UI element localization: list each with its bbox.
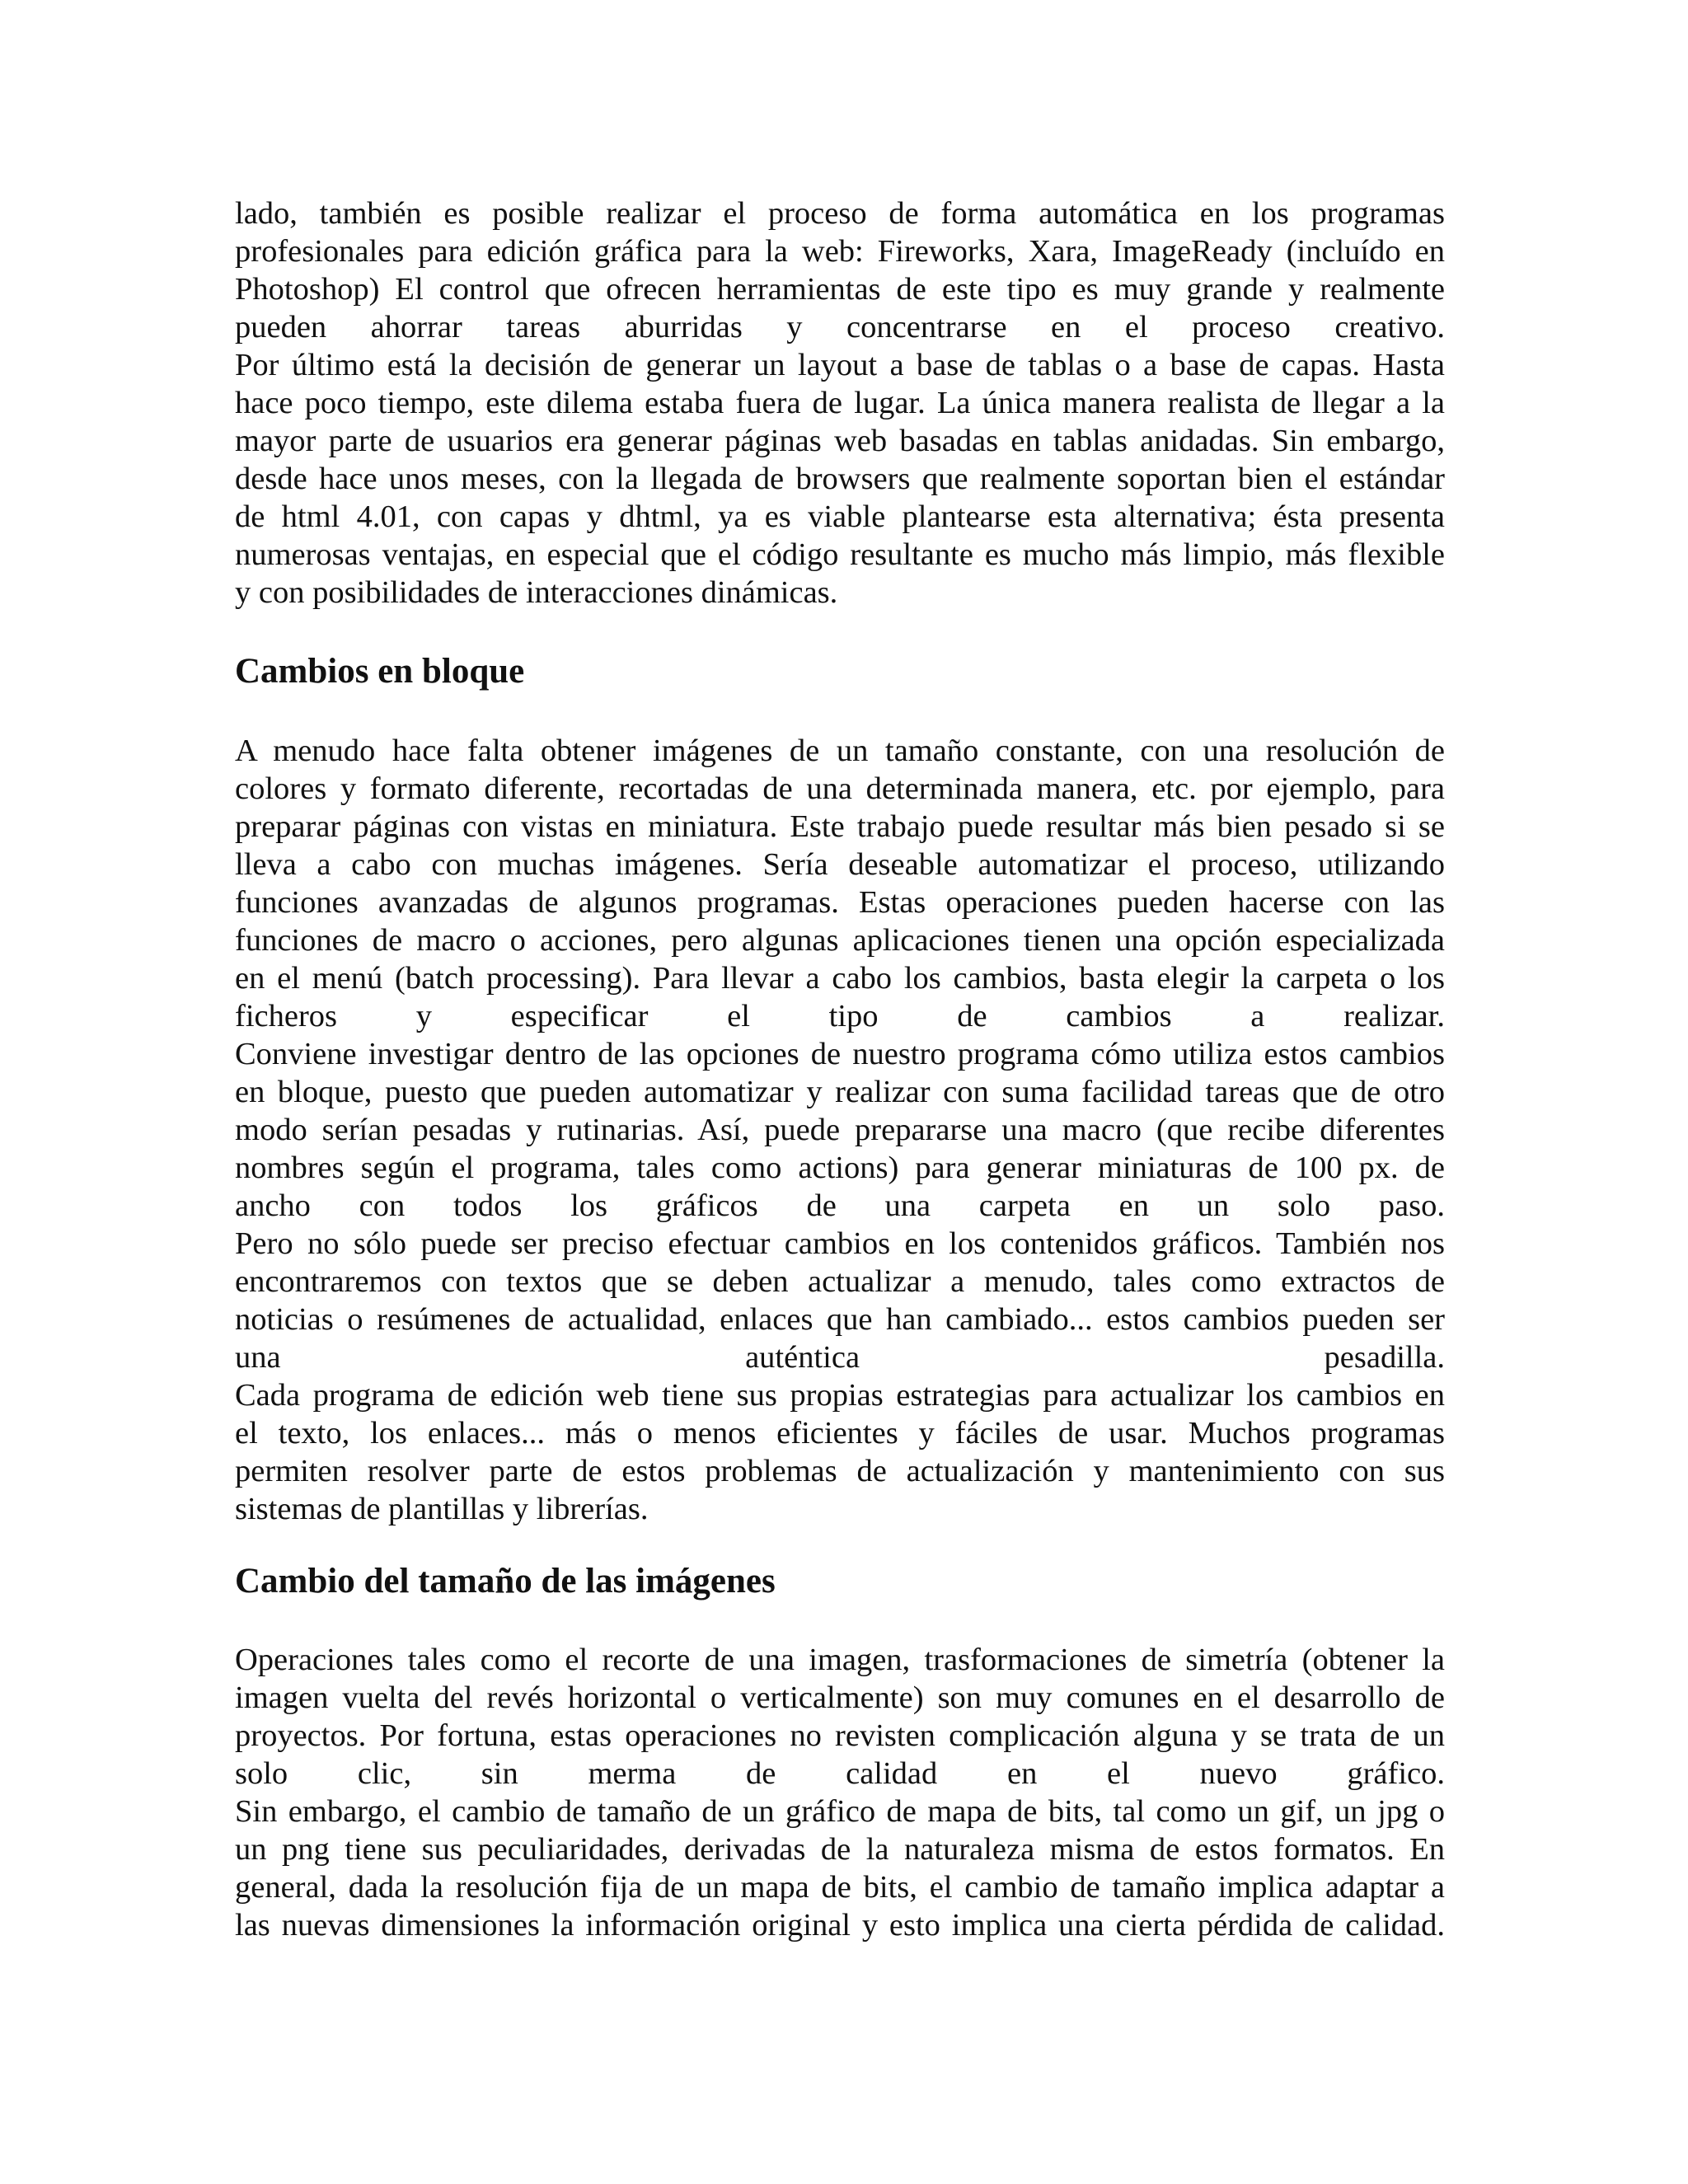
text-line: Cada programa de edición web tiene sus propias estrategias para actualizar los cambios en [235,1378,1445,1413]
text-line: desde hace unos meses, con la llegada de browsers que realmente soportan bien el estándar [235,462,1445,496]
text-line: lado, también es posible realizar el proceso de forma automática en los programas [235,196,1445,231]
text-line: un png tiene sus peculiaridades, derivadas de la naturaleza misma de estos formatos. En [235,1832,1445,1867]
intro-paragraphs [235,194,1445,612]
text-line: Por último está la decisión de generar un layout a base de tablas o a base de capas. Hasta [235,348,1445,382]
text-line: encontraremos con textos que se deben actualizar a menudo, tales como extractos de [235,1264,1445,1299]
text-line: profesionales para edición gráfica para la web: Fireworks, Xara, ImageReady (incluído en [235,234,1445,269]
text-line: hace poco tiempo, este dilema estaba fuera de lugar. La única manera realista de llegar a la [235,386,1445,420]
section-heading-cambios-en-bloque: Cambios en bloque [235,652,525,691]
text-line: Pero no sólo puede ser preciso efectuar cambios en los contenidos gráficos. También nos [235,1226,1445,1261]
text-line: mayor parte de usuarios era generar páginas web basadas en tablas anidadas. Sin embargo, [235,424,1445,458]
text-line: sistemas de plantillas y librerías. [235,1492,649,1526]
text-line: en bloque, puesto que pueden automatizar y realizar con suma facilidad tareas que de otro [235,1075,1445,1109]
text-line: funciones de macro o acciones, pero algunas aplicaciones tienen una opción especializada [235,923,1445,958]
text-line: permiten resolver parte de estos problemas de actualización y mantenimiento con sus [235,1454,1445,1488]
text-line: ancho con todos los gráficos de una carpeta en un solo paso. [235,1188,1445,1223]
text-line: las nuevas dimensiones la información original y esto implica una cierta pérdida de calidad. [235,1908,1445,1943]
text-line: Photoshop) El control que ofrecen herramientas de este tipo es muy grande y realmente [235,272,1445,307]
text-line: solo clic, sin merma de calidad en el nuevo gráfico. [235,1756,1445,1791]
section-heading-cambio-del-tamano: Cambio del tamaño de las imágenes [235,1562,776,1601]
text-line: y con posibilidades de interacciones dinámicas. [235,575,838,610]
section2-paragraphs [235,1641,1445,1944]
text-line: Operaciones tales como el recorte de una imagen, trasformaciones de simetría (obtener la [235,1643,1445,1677]
text-line: funciones avanzadas de algunos programas. Estas operaciones pueden hacerse con las [235,885,1445,920]
text-line: general, dada la resolución fija de un mapa de bits, el cambio de tamaño implica adaptar a [235,1870,1445,1905]
text-line: A menudo hace falta obtener imágenes de un tamaño constante, con una resolución de [235,733,1445,768]
text-line: nombres según el programa, tales como actions) para generar miniaturas de 100 px. de [235,1151,1445,1185]
text-line: pueden ahorrar tareas aburridas y concentrarse en el proceso creativo. [235,310,1445,344]
text-line: imagen vuelta del revés horizontal o verticalmente) son muy comunes en el desarrollo de [235,1680,1445,1715]
text-line: el texto, los enlaces... más o menos eficientes y fáciles de usar. Muchos programas [235,1416,1445,1451]
text-line: preparar páginas con vistas en miniatura. Este trabajo puede resultar más bien pesado si se [235,809,1445,844]
text-line: una auténtica pesadilla. [235,1340,1445,1375]
text-line: lleva a cabo con muchas imágenes. Sería deseable automatizar el proceso, utilizando [235,847,1445,882]
text-line: modo serían pesadas y rutinarias. Así, puede prepararse una macro (que recibe diferentes [235,1113,1445,1147]
text-line: numerosas ventajas, en especial que el código resultante es mucho más limpio, más flexible [235,537,1445,572]
text-line: en el menú (batch processing). Para llevar a cabo los cambios, basta elegir la carpeta o los [235,961,1445,996]
text-line: colores y formato diferente, recortadas de una determinada manera, etc. por ejemplo, para [235,771,1445,806]
section1-paragraphs [235,732,1445,1528]
text-line: noticias o resúmenes de actualidad, enlaces que han cambiado... estos cambios pueden ser [235,1302,1445,1337]
text-line: de html 4.01, con capas y dhtml, ya es viable plantearse esta alternativa; ésta presenta [235,499,1445,534]
text-line: proyectos. Por fortuna, estas operaciones no revisten complicación alguna y se trata de un [235,1718,1445,1753]
text-line: ficheros y especificar el tipo de cambios a realizar. [235,999,1445,1033]
text-line: Conviene investigar dentro de las opciones de nuestro programa cómo utiliza estos cambios [235,1037,1445,1071]
text-line: Sin embargo, el cambio de tamaño de un gráfico de mapa de bits, tal como un gif, un jpg o [235,1794,1445,1829]
